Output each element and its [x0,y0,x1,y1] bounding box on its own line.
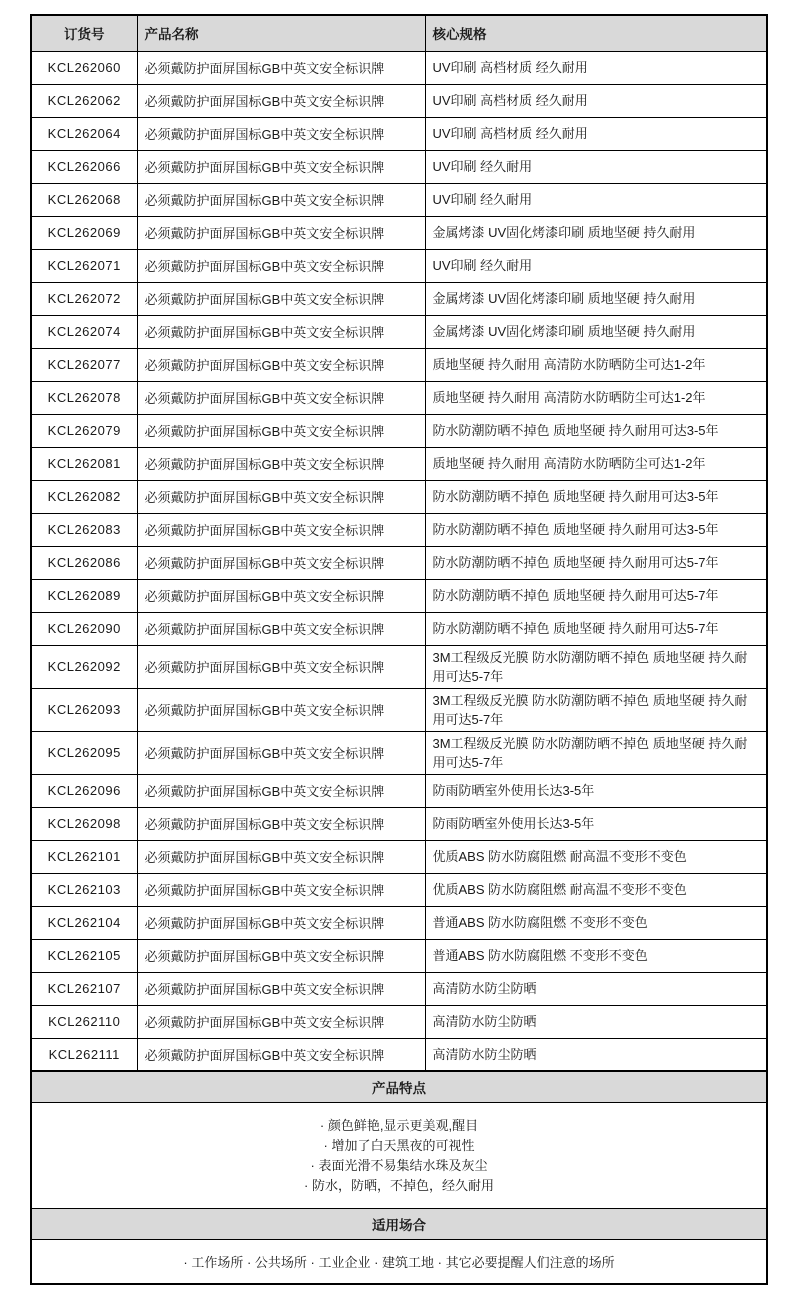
table-row [31,972,767,1005]
product-name-cell: 必须戴防护面屏国标GB中英文安全标识牌 [137,1038,425,1071]
product-name-cell: 必须戴防护面屏国标GB中英文安全标识牌 [137,972,425,1005]
table-row [31,688,767,731]
product-name-cell: 必须戴防护面屏国标GB中英文安全标识牌 [137,774,425,807]
order-id-cell: KCL262069 [31,216,137,249]
core-spec-cell: 普通ABS 防水防腐阻燃 不变形不变色 [425,939,767,972]
order-id-cell: KCL262095 [31,731,137,774]
order-id-cell: KCL262111 [31,1038,137,1071]
table-row [31,51,767,84]
order-id-cell: KCL262060 [31,51,137,84]
order-id-cell: KCL262096 [31,774,137,807]
occasions-section-header [30,1209,768,1240]
order-id-cell: KCL262083 [31,513,137,546]
table-row [31,183,767,216]
core-spec-cell: 金属烤漆 UV固化烤漆印刷 质地坚硬 持久耐用 [425,282,767,315]
product-name-cell: 必须戴防护面屏国标GB中英文安全标识牌 [137,216,425,249]
table-row [31,414,767,447]
order-id-cell: KCL262072 [31,282,137,315]
table-row [31,348,767,381]
table-row [31,513,767,546]
features-list [30,1103,768,1209]
order-id-cell: KCL262098 [31,807,137,840]
order-id-cell: KCL262079 [31,414,137,447]
table-row [31,1038,767,1071]
core-spec-cell: UV印刷 经久耐用 [425,150,767,183]
order-id-cell: KCL262103 [31,873,137,906]
product-name-cell: 必须戴防护面屏国标GB中英文安全标识牌 [137,282,425,315]
product-spec-table [30,14,768,1072]
column-header-product-name: 产品名称 [137,15,425,51]
core-spec-cell: 防水防潮防晒不掉色 质地坚硬 持久耐用可达3-5年 [425,414,767,447]
core-spec-cell: 防水防潮防晒不掉色 质地坚硬 持久耐用可达5-7年 [425,612,767,645]
product-name-cell: 必须戴防护面屏国标GB中英文安全标识牌 [137,840,425,873]
table-row [31,381,767,414]
core-spec-cell: UV印刷 高档材质 经久耐用 [425,117,767,150]
feature-item: · 颜色鲜艳,显示更美观,醒目 [319,1118,479,1133]
table-header-row [31,15,767,51]
order-id-cell: KCL262090 [31,612,137,645]
table-row [31,315,767,348]
core-spec-cell: 优质ABS 防水防腐阻燃 耐高温不变形不变色 [425,873,767,906]
core-spec-cell: 质地坚硬 持久耐用 高清防水防晒防尘可达1-2年 [425,381,767,414]
core-spec-cell: 3M工程级反光膜 防水防潮防晒不掉色 质地坚硬 持久耐用可达5-7年 [425,731,767,774]
order-id-cell: KCL262081 [31,447,137,480]
order-id-cell: KCL262064 [31,117,137,150]
core-spec-cell: 3M工程级反光膜 防水防潮防晒不掉色 质地坚硬 持久耐用可达5-7年 [425,688,767,731]
core-spec-cell: 防雨防晒室外使用长达3-5年 [425,774,767,807]
product-name-cell: 必须戴防护面屏国标GB中英文安全标识牌 [137,612,425,645]
product-name-cell: 必须戴防护面屏国标GB中英文安全标识牌 [137,546,425,579]
table-row [31,579,767,612]
product-name-cell: 必须戴防护面屏国标GB中英文安全标识牌 [137,414,425,447]
occasions-text: · 工作场所 · 公共场所 · 工业企业 · 建筑工地 · 其它必要提醒人们注意的场所 [30,1240,768,1285]
product-name-cell: 必须戴防护面屏国标GB中英文安全标识牌 [137,117,425,150]
order-id-cell: KCL262107 [31,972,137,1005]
table-row [31,939,767,972]
table-row [31,774,767,807]
table-row [31,645,767,688]
core-spec-cell: 防水防潮防晒不掉色 质地坚硬 持久耐用可达5-7年 [425,546,767,579]
occasions-section-title: 适用场合 [372,1218,426,1233]
order-id-cell: KCL262089 [31,579,137,612]
order-id-cell: KCL262078 [31,381,137,414]
order-id-cell: KCL262071 [31,249,137,282]
product-name-cell: 必须戴防护面屏国标GB中英文安全标识牌 [137,906,425,939]
product-name-cell: 必须戴防护面屏国标GB中英文安全标识牌 [137,348,425,381]
core-spec-cell: 金属烤漆 UV固化烤漆印刷 质地坚硬 持久耐用 [425,216,767,249]
features-section-header [30,1072,768,1103]
column-header-order-id: 订货号 [31,15,137,51]
order-id-cell: KCL262074 [31,315,137,348]
core-spec-cell: UV印刷 高档材质 经久耐用 [425,51,767,84]
product-name-cell: 必须戴防护面屏国标GB中英文安全标识牌 [137,1005,425,1038]
product-name-cell: 必须戴防护面屏国标GB中英文安全标识牌 [137,480,425,513]
product-name-cell: 必须戴防护面屏国标GB中英文安全标识牌 [137,807,425,840]
product-spec-sheet [30,14,768,1285]
order-id-cell: KCL262086 [31,546,137,579]
table-row [31,249,767,282]
core-spec-cell: UV印刷 经久耐用 [425,183,767,216]
product-name-cell: 必须戴防护面屏国标GB中英文安全标识牌 [137,873,425,906]
product-name-cell: 必须戴防护面屏国标GB中英文安全标识牌 [137,731,425,774]
order-id-cell: KCL262062 [31,84,137,117]
core-spec-cell: 高清防水防尘防晒 [425,1005,767,1038]
order-id-cell: KCL262082 [31,480,137,513]
table-row [31,873,767,906]
table-row [31,480,767,513]
order-id-cell: KCL262104 [31,906,137,939]
table-row [31,1005,767,1038]
feature-item: · 增加了白天黑夜的可视性 [323,1138,475,1153]
product-name-cell: 必须戴防护面屏国标GB中英文安全标识牌 [137,381,425,414]
order-id-cell: KCL262105 [31,939,137,972]
feature-item: · 防水，防晒，不掉色，经久耐用 [304,1178,494,1193]
order-id-cell: KCL262066 [31,150,137,183]
product-name-cell: 必须戴防护面屏国标GB中英文安全标识牌 [137,51,425,84]
column-header-core-spec: 核心规格 [425,15,767,51]
core-spec-cell: 防水防潮防晒不掉色 质地坚硬 持久耐用可达5-7年 [425,579,767,612]
table-row [31,807,767,840]
order-id-cell: KCL262077 [31,348,137,381]
table-row [31,612,767,645]
table-row [31,906,767,939]
product-name-cell: 必须戴防护面屏国标GB中英文安全标识牌 [137,249,425,282]
order-id-cell: KCL262101 [31,840,137,873]
product-name-cell: 必须戴防护面屏国标GB中英文安全标识牌 [137,688,425,731]
core-spec-cell: 防水防潮防晒不掉色 质地坚硬 持久耐用可达3-5年 [425,513,767,546]
table-row [31,282,767,315]
product-name-cell: 必须戴防护面屏国标GB中英文安全标识牌 [137,645,425,688]
core-spec-cell: 普通ABS 防水防腐阻燃 不变形不变色 [425,906,767,939]
core-spec-cell: 高清防水防尘防晒 [425,1038,767,1071]
product-name-cell: 必须戴防护面屏国标GB中英文安全标识牌 [137,447,425,480]
core-spec-cell: 高清防水防尘防晒 [425,972,767,1005]
table-row [31,546,767,579]
order-id-cell: KCL262068 [31,183,137,216]
product-name-cell: 必须戴防护面屏国标GB中英文安全标识牌 [137,84,425,117]
table-row [31,840,767,873]
core-spec-cell: 金属烤漆 UV固化烤漆印刷 质地坚硬 持久耐用 [425,315,767,348]
table-row [31,117,767,150]
product-name-cell: 必须戴防护面屏国标GB中英文安全标识牌 [137,579,425,612]
table-row [31,216,767,249]
table-row [31,731,767,774]
core-spec-cell: 质地坚硬 持久耐用 高清防水防晒防尘可达1-2年 [425,348,767,381]
core-spec-cell: UV印刷 经久耐用 [425,249,767,282]
table-row [31,84,767,117]
core-spec-cell: 优质ABS 防水防腐阻燃 耐高温不变形不变色 [425,840,767,873]
product-name-cell: 必须戴防护面屏国标GB中英文安全标识牌 [137,315,425,348]
table-row [31,150,767,183]
product-name-cell: 必须戴防护面屏国标GB中英文安全标识牌 [137,150,425,183]
table-body [31,51,767,1071]
core-spec-cell: 防雨防晒室外使用长达3-5年 [425,807,767,840]
feature-item: · 表面光滑不易集结水珠及灰尘 [310,1158,488,1173]
order-id-cell: KCL262093 [31,688,137,731]
core-spec-cell: UV印刷 高档材质 经久耐用 [425,84,767,117]
features-section-title: 产品特点 [372,1081,426,1096]
order-id-cell: KCL262092 [31,645,137,688]
table-row [31,447,767,480]
core-spec-cell: 3M工程级反光膜 防水防潮防晒不掉色 质地坚硬 持久耐用可达5-7年 [425,645,767,688]
product-name-cell: 必须戴防护面屏国标GB中英文安全标识牌 [137,513,425,546]
product-name-cell: 必须戴防护面屏国标GB中英文安全标识牌 [137,183,425,216]
core-spec-cell: 质地坚硬 持久耐用 高清防水防晒防尘可达1-2年 [425,447,767,480]
core-spec-cell: 防水防潮防晒不掉色 质地坚硬 持久耐用可达3-5年 [425,480,767,513]
order-id-cell: KCL262110 [31,1005,137,1038]
product-name-cell: 必须戴防护面屏国标GB中英文安全标识牌 [137,939,425,972]
